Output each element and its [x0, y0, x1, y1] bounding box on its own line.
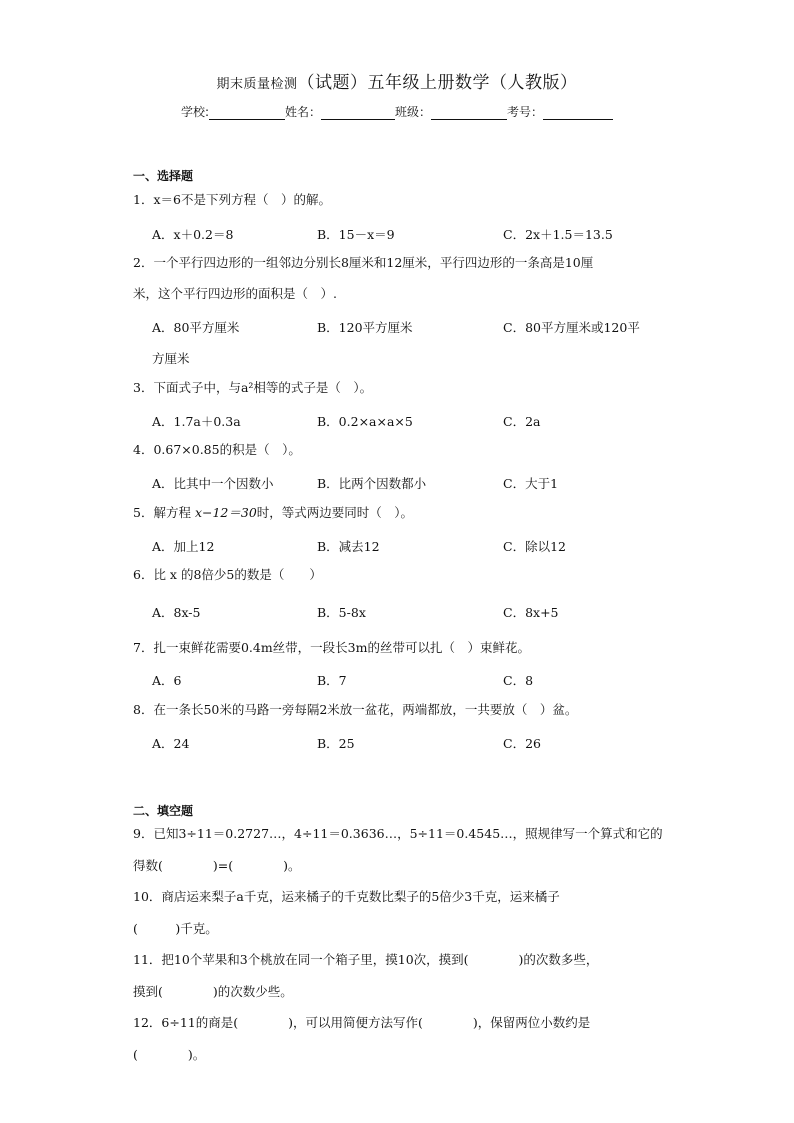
question-5-stem-suffix: 时，等式两边要同时（ ）。 [256, 505, 414, 520]
name-field[interactable] [321, 107, 395, 120]
question-4-stem: 4．0.67×0.85的积是（ ）。 [133, 442, 301, 457]
question-5-options [152, 537, 672, 557]
school-field[interactable] [209, 107, 285, 120]
option-a[interactable]: A．8x-5 [152, 605, 201, 620]
option-b[interactable]: B．0.2×a×a×5 [317, 414, 413, 429]
title-sub: （试题）五年级上册数学（人教版） [297, 73, 578, 93]
option-b[interactable]: B．5-8x [317, 605, 366, 620]
question-8-stem: 8．在一条长50米的马路一旁每隔2米放一盆花，两端都放，一共要放（ ）盆。 [133, 702, 578, 717]
question-7-options [152, 671, 672, 691]
option-b[interactable]: B．25 [317, 736, 355, 751]
question-1-options [152, 225, 672, 245]
question-12-line2[interactable]: ( )。 [133, 1047, 206, 1062]
option-a[interactable]: A．6 [152, 673, 182, 688]
option-c[interactable]: C．8x+5 [503, 605, 559, 620]
question-8-options [152, 734, 672, 754]
question-5-equation: x−12＝30 [194, 505, 257, 520]
option-a[interactable]: A．加上12 [152, 539, 215, 554]
exam-number-field[interactable] [543, 107, 613, 120]
option-a[interactable]: A．80平方厘米 [152, 320, 240, 335]
option-c[interactable]: C．8 [503, 673, 534, 688]
question-2-options [152, 318, 672, 338]
exam-number-label: 考号： [507, 105, 544, 119]
question-1-stem: 1．x＝6不是下列方程（ ）的解。 [133, 192, 331, 207]
question-5-stem [133, 497, 663, 528]
question-3-stem: 3．下面式子中，与a²相等的式子是（ ）。 [133, 380, 373, 395]
question-11-line2[interactable]: 摸到( )的次数少些。 [133, 984, 293, 999]
question-2-option-c-continued: 方厘米 [152, 351, 190, 366]
question-6-stem: 6．比 x 的8倍少5的数是（ ） [133, 567, 322, 582]
question-7-stem: 7．扎一束鲜花需要0.4m丝带，一段长3m的丝带可以扎（ ）束鲜花。 [133, 640, 530, 655]
option-c[interactable]: C．2x＋1.5＝13.5 [503, 227, 613, 242]
option-a[interactable]: A．24 [152, 736, 190, 751]
section-choice-heading: 一、选择题 [133, 169, 194, 183]
question-3-options [152, 412, 672, 432]
page-title [0, 68, 794, 93]
question-9-line1: 9．已知3÷11＝0.2727…，4÷11＝0.3636…，5÷11＝0.4545…，照规律写一个算式和它的 [133, 826, 663, 841]
question-11-line1[interactable]: 11．把10个苹果和3个桃放在同一个箱子里，摸10次，摸到( )的次数多些， [133, 952, 599, 967]
question-12-line1[interactable]: 12．6÷11的商是( )，可以用简便方法写作( )，保留两位小数约是 [133, 1015, 591, 1030]
question-2-stem-line2: 米，这个平行四边形的面积是（ ）. [133, 286, 337, 301]
question-10-line1: 10．商店运来梨子a千克，运来橘子的千克数比梨子的5倍少3千克，运来橘子 [133, 889, 560, 904]
option-c[interactable]: C．80平方厘米或120平 [503, 320, 640, 335]
question-5-stem-prefix: 5．解方程 [133, 505, 195, 520]
student-info-row [0, 103, 794, 120]
question-10-line2[interactable]: ( )千克。 [133, 921, 218, 936]
option-a[interactable]: A．1.7a＋0.3a [152, 414, 241, 429]
option-b[interactable]: B．减去12 [317, 539, 380, 554]
option-b[interactable]: B．120平方厘米 [317, 320, 413, 335]
option-b[interactable]: B．比两个因数都小 [317, 476, 427, 491]
option-c[interactable]: C．2a [503, 414, 541, 429]
question-4-options [152, 474, 672, 494]
option-c[interactable]: C．26 [503, 736, 541, 751]
school-label: 学校: [180, 105, 209, 119]
question-9-line2[interactable]: 得数( )=( )。 [133, 858, 301, 873]
option-c[interactable]: C．大于1 [503, 476, 559, 491]
option-c[interactable]: C．除以12 [503, 539, 566, 554]
class-field[interactable] [431, 107, 507, 120]
question-2-stem-line1: 2．一个平行四边形的一组邻边分别长8厘米和12厘米，平行四边形的一条高是10厘 [133, 255, 594, 270]
name-label: 姓名： [285, 105, 322, 119]
class-label: 班级： [395, 105, 432, 119]
option-b[interactable]: B．7 [317, 673, 347, 688]
section-fill-heading: 二、填空题 [133, 804, 194, 818]
title-main: 期末质量检测 [216, 77, 298, 92]
question-6-options [152, 603, 672, 623]
option-a[interactable]: A．x＋0.2＝8 [152, 227, 234, 242]
option-b[interactable]: B．15－x＝9 [317, 227, 395, 242]
option-a[interactable]: A．比其中一个因数小 [152, 476, 274, 491]
